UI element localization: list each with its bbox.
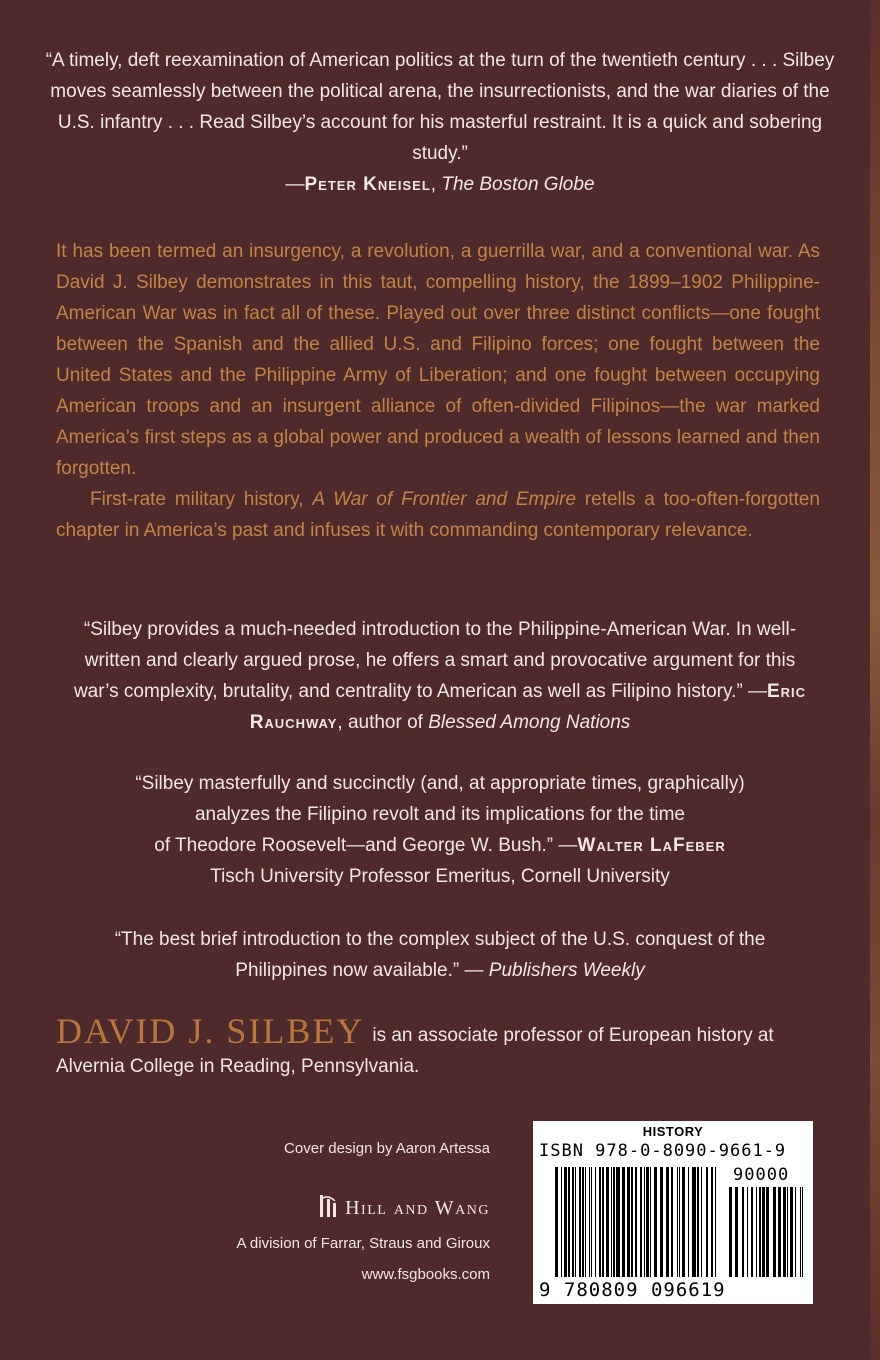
publisher-name <box>220 1193 490 1220</box>
barcode-bar <box>802 1187 803 1277</box>
quote-text: “A timely, deft reexamination of American politics at the turn of the twentieth century . . . Silbey moves seamlessly between the political arena, the insurrectionists, and the war diaries of the U.S. infantry . . . Read Silbey’s account for his masterful restraint. It is a quick and sobering study.” <box>45 50 835 164</box>
review-quote-rauchway <box>60 614 820 738</box>
quote-line-2: analyzes the Filipino revolt and its implications for the time <box>194 804 685 825</box>
publisher-division: A division of Farrar, Straus and Giroux <box>236 1235 490 1252</box>
barcode-bar <box>564 1167 567 1277</box>
reviewer-book: Blessed Among Nations <box>428 712 631 733</box>
barcode-bar <box>582 1167 584 1277</box>
quote-line-3: of Theodore Roosevelt—and George W. Bush.” — <box>154 835 578 856</box>
barcode-bar <box>677 1167 678 1277</box>
barcode-category: HISTORY <box>642 1124 704 1139</box>
barcode-bar <box>790 1187 793 1277</box>
reviewer-name: Walter LaFeber <box>577 835 726 856</box>
description-paragraph-2 <box>56 484 820 546</box>
cover-edge <box>870 0 880 1360</box>
barcode-bar <box>568 1167 570 1277</box>
barcode-bar <box>711 1167 713 1277</box>
barcode-bar <box>778 1187 781 1277</box>
isbn-number: ISBN 978-0-8090-9661-9 <box>539 1141 787 1161</box>
barcode-bar <box>631 1167 633 1277</box>
barcode-bar <box>599 1167 601 1277</box>
barcode-bar <box>650 1167 651 1277</box>
review-quote-lafeber <box>40 768 840 892</box>
author-bio <box>56 1011 820 1082</box>
barcode-bar <box>795 1187 796 1277</box>
barcode-bar <box>591 1167 592 1277</box>
quote-line-1: “Silbey masterfully and succinctly (and, at appropriate times, graphically) <box>135 773 745 794</box>
review-source: The Boston Globe <box>441 174 595 195</box>
barcode-bar <box>654 1167 657 1277</box>
review-source: Publishers Weekly <box>488 960 645 981</box>
barcode-bar <box>575 1167 576 1277</box>
barcode-bar <box>660 1167 663 1277</box>
barcode-bar <box>735 1187 738 1277</box>
barcode-bar <box>751 1187 753 1277</box>
quote-dash: — <box>285 174 305 195</box>
barcode-bar <box>679 1167 680 1277</box>
description-rest: retells a too-often-forgotten chapter in America’s past and infuses it with commanding contemporary relevance. <box>56 489 820 541</box>
barcode-bar <box>783 1187 786 1277</box>
reviewer-title: Tisch University Professor Emeritus, Cornell University <box>210 866 670 887</box>
author-bio-text: is an associate professor of European history at Alvernia College in Reading, Pennsylvania. <box>56 1025 774 1077</box>
barcode-bar <box>697 1167 699 1277</box>
price-code: 90000 <box>733 1165 790 1185</box>
ean-digits: 9 780809 096619 <box>539 1279 726 1301</box>
ean-bars <box>555 1167 716 1277</box>
publisher-label: Hill and Wang <box>345 1197 490 1219</box>
quote-line-1: “The best brief introduction to the complex subject of the U.S. conquest of the <box>114 929 766 950</box>
barcode-bar <box>585 1167 586 1277</box>
barcode-bar <box>595 1167 596 1277</box>
quote-text: “Silbey provides a much-needed introduction to the Philippine-American War. In well-written and clearly argued prose, he offers a smart and provocative argument for this war’s complexity, brutality, and centrality to American as well as Filipino history.” — <box>73 619 797 702</box>
barcode-bar <box>635 1167 637 1277</box>
barcode-bar <box>561 1167 562 1277</box>
review-quote-publishers-weekly <box>40 924 840 986</box>
barcode-bar <box>756 1187 757 1277</box>
description-paragraph-1: It has been termed an insurgency, a revolution, a guerrilla war, and a conventional war. As David J. Silbey demonstrates in this taut, compelling history, the 1899–1902 Philippine-American War was in fact all of these. Played out over three distinct conflicts—one fought between the Spanish and the allied U.S. and Filipino forces; one fought between the United States and the Philippine Army of Liberation; and one fought between occupying American troops and an insurgent alliance of often-divided Filipinos—the war marked America’s first steps as a global power and produced a wealth of lessons learned and then forgotten. <box>56 241 820 479</box>
barcode-bar <box>766 1187 769 1277</box>
author-name: DAVID J. SILBEY <box>56 1011 365 1051</box>
barcode-bar <box>572 1167 574 1277</box>
barcode-bar <box>706 1167 708 1277</box>
reviewer-name: Peter Kneisel <box>304 174 431 195</box>
cover-design-credit: Cover design by Aaron Artessa <box>284 1140 490 1157</box>
barcode-bar <box>759 1187 761 1277</box>
barcode-bar <box>602 1167 604 1277</box>
book-description <box>56 236 820 546</box>
barcode-bar <box>729 1187 732 1277</box>
barcode-bar <box>613 1167 615 1277</box>
addon-bars <box>729 1187 803 1277</box>
barcode-bar <box>644 1167 645 1277</box>
barcode-bar <box>589 1167 590 1277</box>
barcode-bar <box>701 1167 702 1277</box>
barcode-bar <box>611 1167 612 1277</box>
barcode-bar <box>773 1187 776 1277</box>
barcode-bar <box>671 1167 673 1277</box>
barcode-bar <box>646 1167 649 1277</box>
publisher-url: www.fsgbooks.com <box>361 1266 490 1283</box>
barcode-bar <box>682 1167 685 1277</box>
barcode-bar <box>800 1187 801 1277</box>
description-lead: First-rate military history, <box>90 489 313 510</box>
barcode-bar <box>666 1167 669 1277</box>
barcode-bar <box>787 1187 788 1277</box>
book-title: A War of Frontier and Empire <box>312 489 577 510</box>
barcode-bar <box>579 1167 581 1277</box>
barcode-bars <box>533 1121 813 1304</box>
barcode-bar <box>692 1167 696 1277</box>
barcode-bar <box>622 1167 625 1277</box>
reviewer-name: Eric Rauchway <box>249 681 807 733</box>
reviewer-role: , author of <box>337 712 429 733</box>
barcode-bar <box>555 1167 558 1277</box>
barcode-bar <box>762 1187 765 1277</box>
review-quote-boston-globe <box>40 45 840 200</box>
barcode-bar <box>747 1187 748 1277</box>
attr-sep: , <box>430 174 442 195</box>
quote-line-2: Philippines now available.” — <box>235 960 484 981</box>
publisher-logo-icon <box>317 1193 339 1219</box>
barcode-bar <box>688 1167 689 1277</box>
isbn-barcode <box>533 1121 813 1304</box>
barcode-bar <box>627 1167 630 1277</box>
barcode-bar <box>606 1167 609 1277</box>
barcode-bar <box>640 1167 642 1277</box>
barcode-bar <box>616 1167 620 1277</box>
barcode-bar <box>742 1187 744 1277</box>
barcode-bar <box>715 1167 716 1277</box>
